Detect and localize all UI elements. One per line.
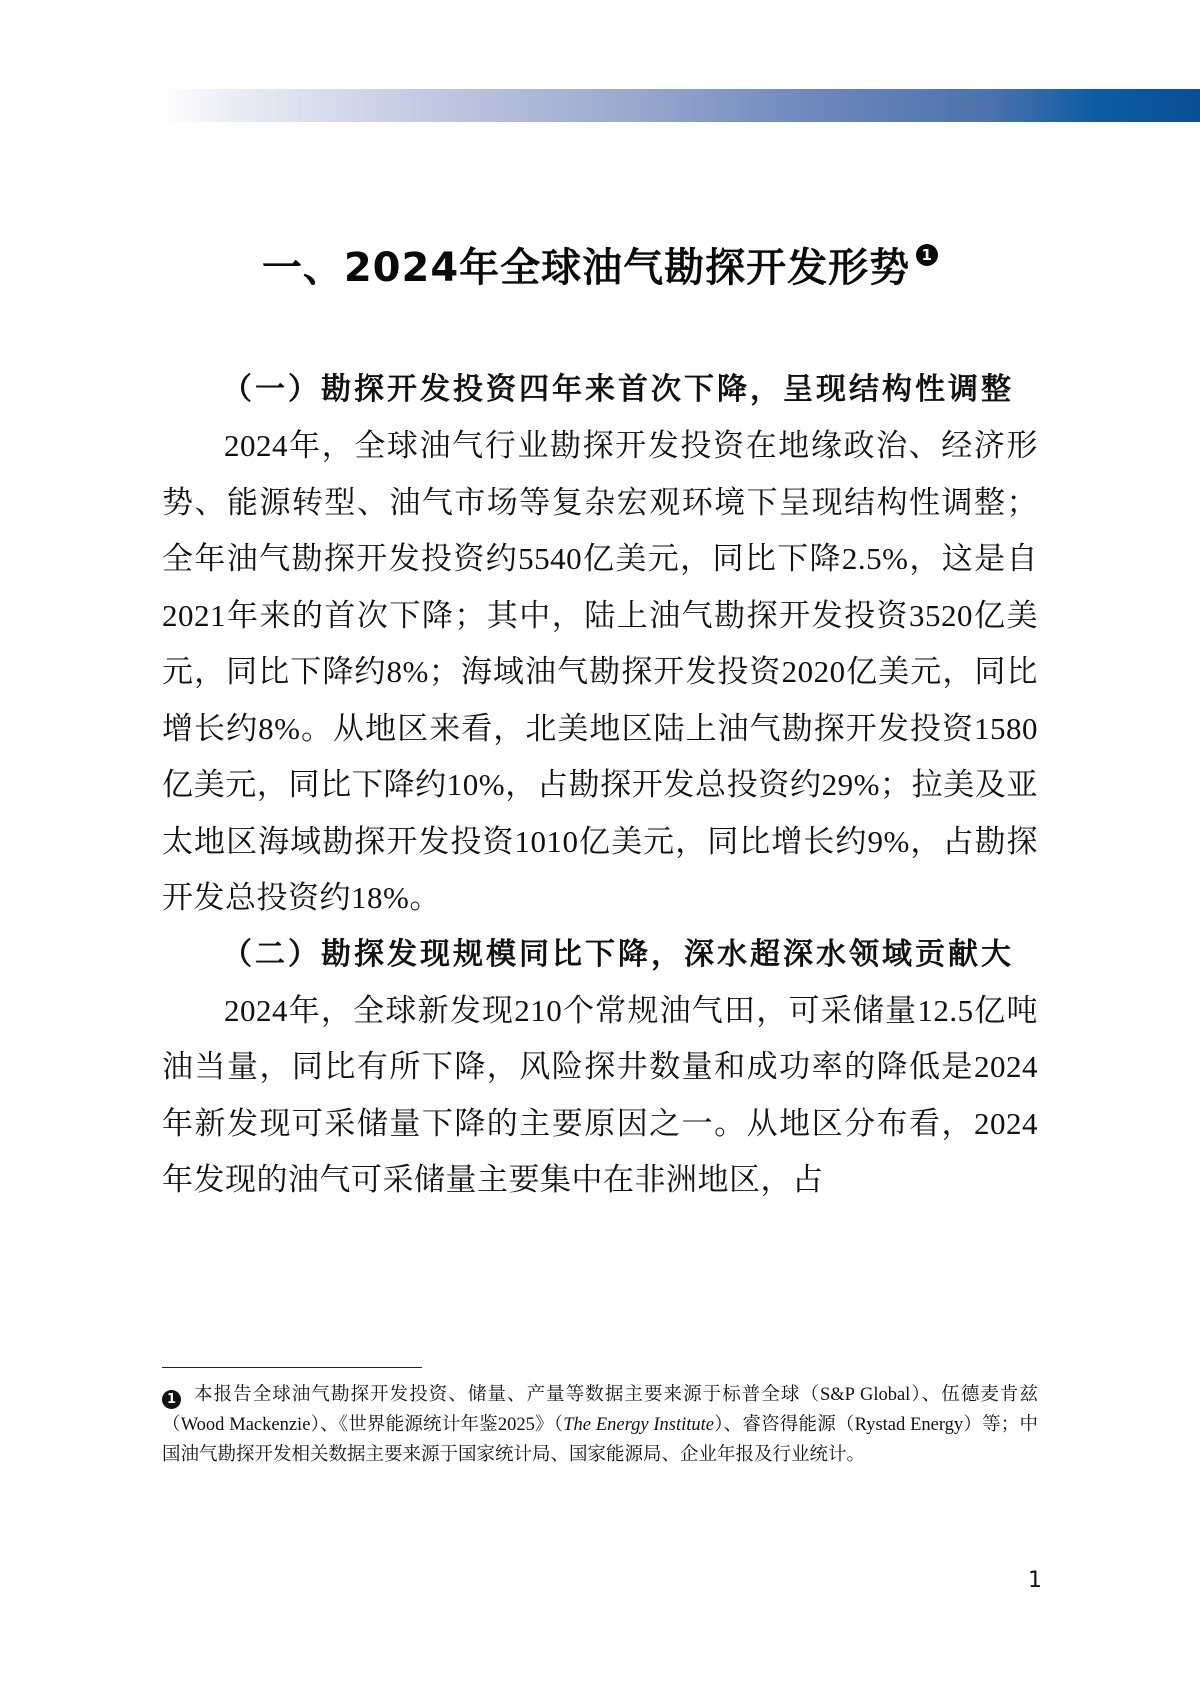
main-content — [162, 362, 1038, 1209]
footnote-text-part1: 本报告全球油气勘探开发投资、储量、产量等数据主要来源于标普全球（S&P Global）、伍德麦肯兹（Wood Mackenzie）、《世界能源统计年鉴2025》（ — [162, 1385, 1038, 1435]
chapter-title — [0, 240, 1200, 296]
section-paragraph-2: 2024年，全球新发现210个常规油气田，可采储量12.5亿吨油当量，同比有所下降，风险探井数量和成功率的降低是2024年新发现可采储量下降的主要原因之一。从地区分布看，2024年发现的油气可采储量主要集中在非洲地区，占 — [162, 992, 1038, 1197]
section-heading-2: （二）勘探发现规模同比下降，深水超深水领域贡献大 — [222, 936, 1014, 972]
section-paragraph-1: 2024年，全球油气行业勘探开发投资在地缘政治、经济形势、能源转型、油气市场等复杂宏观环境下呈现结构性调整；全年油气勘探开发投资约5540亿美元，同比下降2.5%，这是自2021年来的首次下降；其中，陆上油气勘探开发投资3520亿美元，同比下降约8%；海域油气勘探开发投资2020亿美元，同比增长约8%。从地区来看，北美地区陆上油气勘探开发投资1580亿美元，同比下降约10%，占勘探开发总投资约29%；拉美及亚太地区海域勘探开发投资1010亿美元，同比增长约9%，占勘探开发总投资约18%。 — [162, 428, 1038, 915]
footnote-text-italic: The Energy Institute — [563, 1415, 715, 1435]
footnote-text-part2: ）、睿咨得能源（Rystad Energy）等；中国油气勘探开发相关数据主要来源于国家统计局、国家能源局、企业年报及行业统计。 — [162, 1415, 1038, 1465]
footnote-marker: 1 — [162, 1390, 181, 1409]
header-gradient-bar — [160, 89, 1200, 122]
page-number: 1 — [1028, 1568, 1042, 1593]
section-heading-1: （一）勘探开发投资四年来首次下降，呈现结构性调整 — [222, 372, 1014, 407]
footnote — [162, 1380, 1038, 1470]
footnote-divider — [162, 1367, 422, 1368]
chapter-title-text: 一、2024年全球油气勘探开发形势 — [261, 245, 911, 291]
footnote-reference-marker[interactable]: 1 — [916, 244, 938, 266]
